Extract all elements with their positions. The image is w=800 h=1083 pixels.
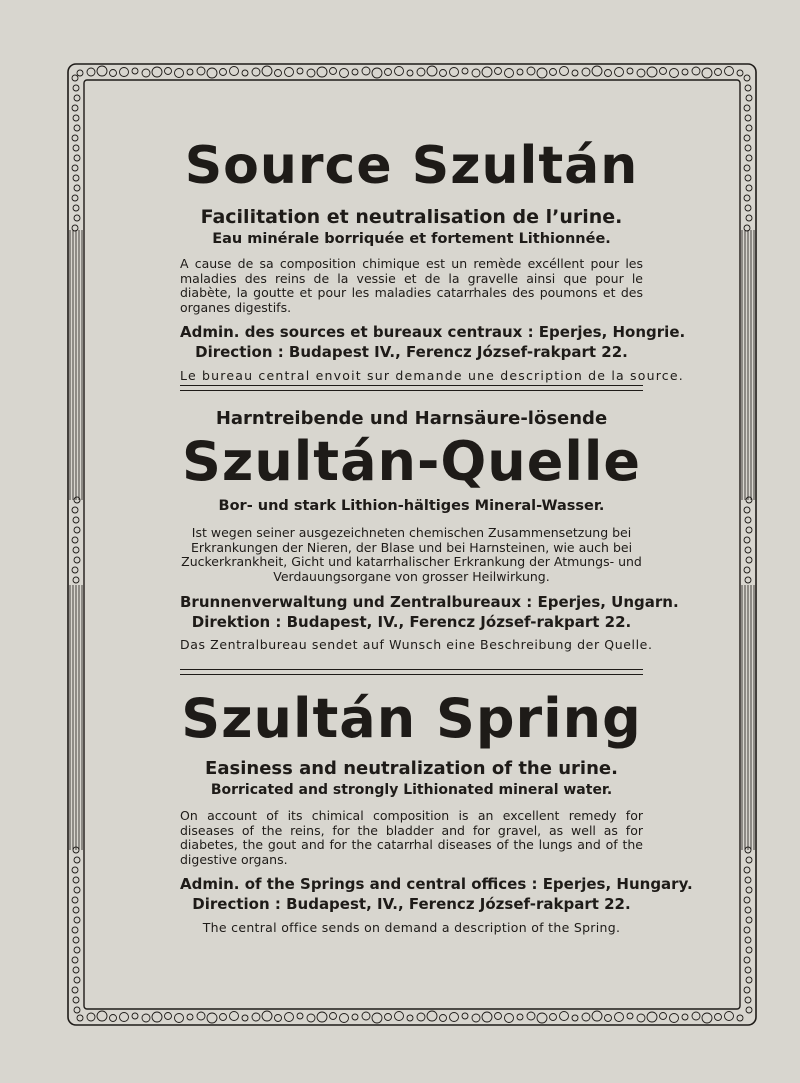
- admin-french: Admin. des sources et bureaux centraux : Eperjes, Hongrie.: [180, 323, 686, 341]
- direction-french: Direction : Budapest IV., Ferencz József-rakpart 22.: [195, 343, 628, 361]
- admin-english: Admin. of the Springs and central offices : Eperjes, Hungary.: [180, 875, 693, 893]
- pretitle-german: Harntreibende und Harnsäure-lösende: [215, 408, 608, 429]
- section-german: [180, 408, 679, 652]
- admin-german: Brunnenverwaltung und Zentralbureaux : Eperjes, Ungarn.: [180, 593, 679, 611]
- note-german: Das Zentralbureau sendet auf Wunsch eine Beschreibung der Quelle.: [180, 637, 653, 652]
- title-source-szultan: Source Szultán: [184, 136, 639, 196]
- note-french: Le bureau central envoit sur demande une description de la source.: [180, 368, 684, 383]
- divider-1: [180, 385, 643, 391]
- direction-german: Direktion : Budapest, IV., Ferencz József-rakpart 22.: [191, 613, 632, 631]
- direction-english: Direction : Budapest, IV., Ferencz József-rakpart 22.: [192, 895, 631, 913]
- subtitle-german: Bor- und stark Lithion-hältiges Mineral-Wasser.: [218, 498, 605, 514]
- section-english: [180, 687, 693, 935]
- title-szultan-spring: Szultán Spring: [181, 687, 642, 750]
- body-english: On account of its chimical composition is an excellent remedy for diseases of the reins, for the bladder and for gravel, as well as for diabetes, the gout and for the catarrhal diseases of the lungs and of the digestive organs.: [180, 808, 643, 867]
- body-french: A cause de sa composition chimique est un remède excéllent pour les maladies des reins de la vessie et de la gravelle ainsi que pour le diabète, la goutte et pour les maladies catarrhales des poumons et des organes digestifs.: [180, 256, 643, 315]
- subtitle-english: Easiness and neutralization of the urine.: [205, 758, 618, 779]
- title-szultan-quelle: Szultán-Quelle: [182, 430, 641, 493]
- subtitle2-french: Eau minérale borriquée et fortement Lithionnée.: [212, 231, 611, 247]
- subtitle-french: Facilitation et neutralisation de l’urine.: [200, 206, 623, 228]
- section-french: [180, 136, 686, 383]
- subtitle2-english: Borricated and strongly Lithionated mineral water.: [210, 782, 613, 798]
- note-english: The central office sends on demand a description of the Spring.: [202, 920, 621, 935]
- divider-2: [180, 669, 643, 675]
- body-german: Ist wegen seiner ausgezeichneten chemischen Zusammensetzung bei Erkrankungen der Nieren, der Blase und bei Harnsteinen, wie auch bei Zuckerkrankheit, Gicht und katarrhalischer Erkrankung der Atmungs- und Verdauungsorgane von grosser Heilwirkung.: [181, 525, 642, 584]
